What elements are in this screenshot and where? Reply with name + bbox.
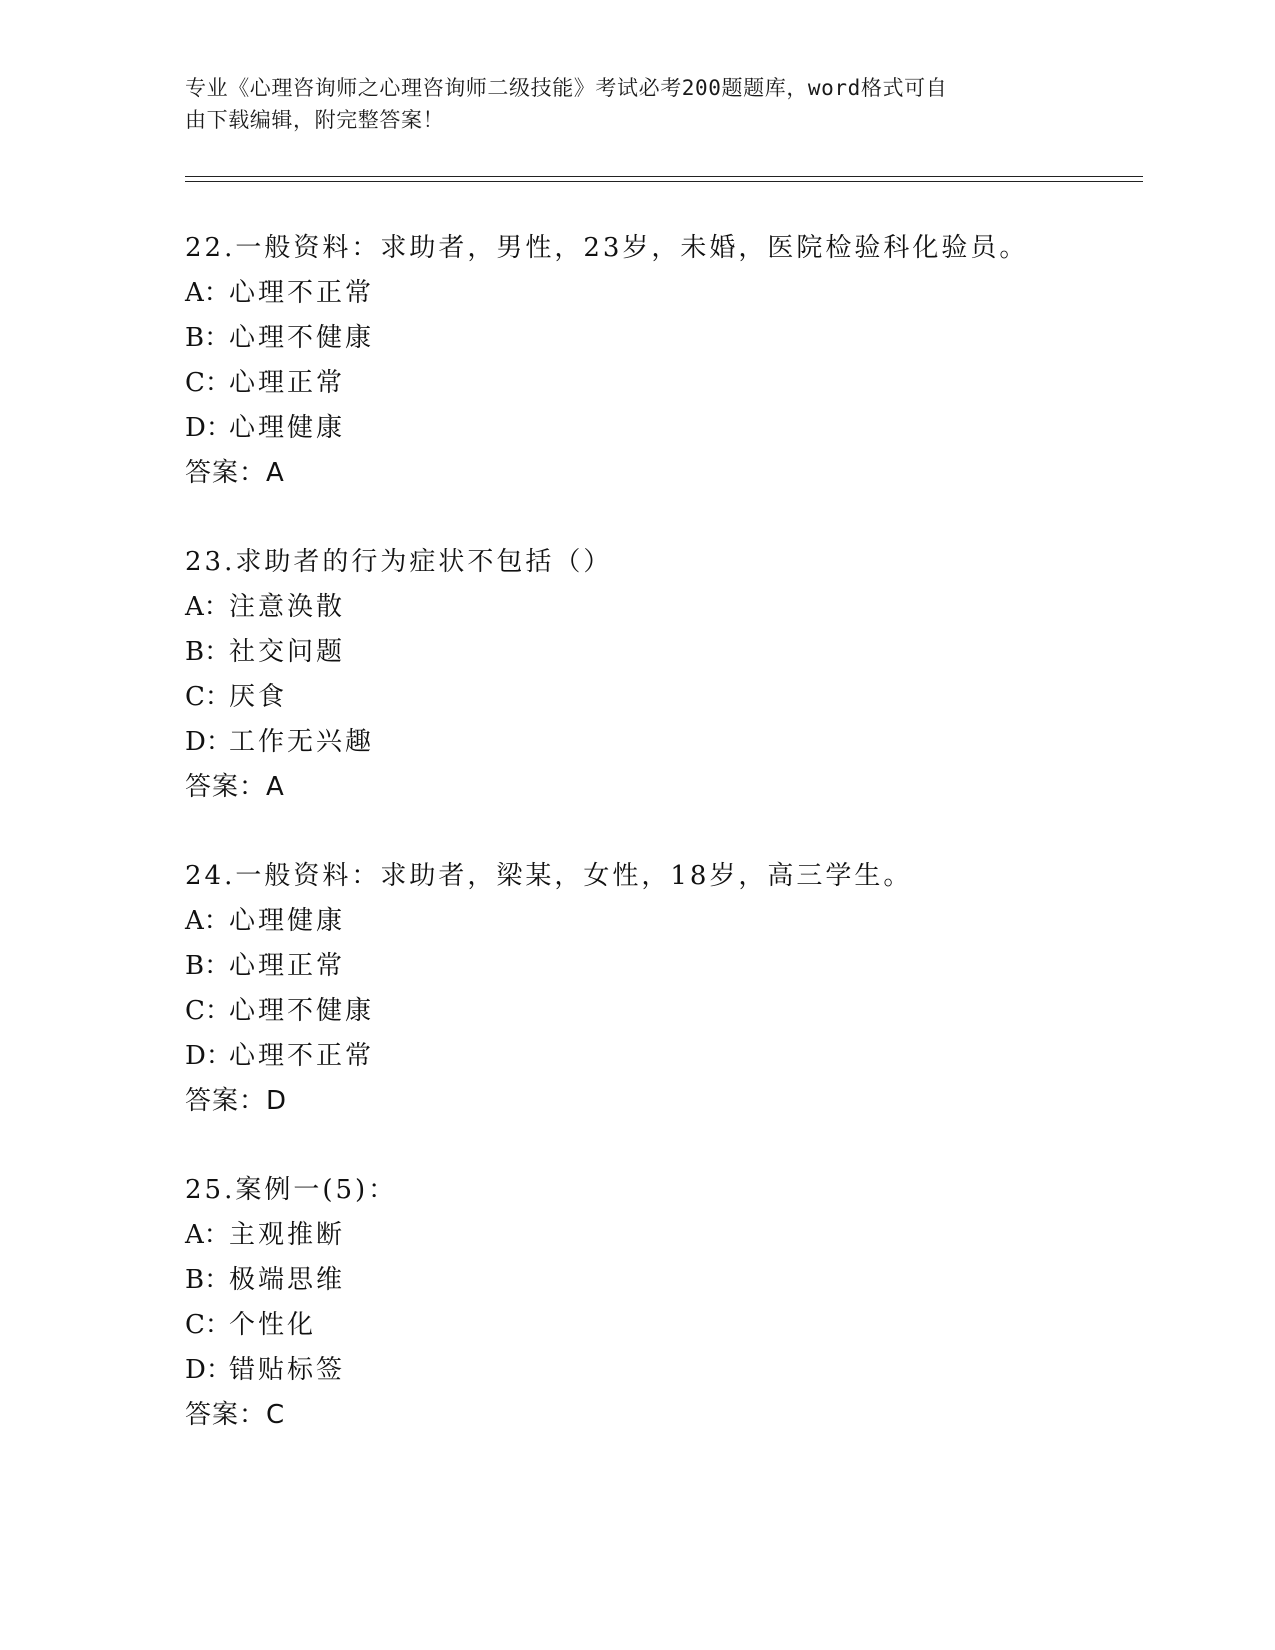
header-line-1: 专业《心理咨询师之心理咨询师二级技能》考试必考200题题库，word格式可自 <box>185 76 948 100</box>
option-d <box>185 406 1145 451</box>
option-key: D： <box>185 1355 232 1385</box>
option-key: C： <box>185 368 231 398</box>
option-a <box>185 899 1145 944</box>
option-b <box>185 1258 1145 1303</box>
header-divider-bottom <box>185 181 1143 182</box>
option-b <box>185 944 1145 989</box>
option-key: C： <box>185 996 231 1026</box>
option-text: 社交问题 <box>229 637 346 667</box>
option-d <box>185 1034 1145 1079</box>
option-b <box>185 630 1145 675</box>
document-header <box>185 72 1065 136</box>
option-key: D： <box>185 727 232 757</box>
option-text: 心理正常 <box>229 368 346 398</box>
option-text: 主观推断 <box>229 1220 346 1250</box>
header-divider-top <box>185 176 1143 177</box>
question-list <box>185 226 1145 1482</box>
answer-line: 答案：D <box>185 1086 288 1116</box>
question-stem: 25.案例一(5)： <box>185 1175 398 1205</box>
question-23 <box>185 540 1145 810</box>
option-key: D： <box>185 413 232 443</box>
option-key: C： <box>185 682 231 712</box>
option-text: 心理不健康 <box>229 996 375 1026</box>
question-25 <box>185 1168 1145 1438</box>
option-key: A： <box>185 906 230 936</box>
header-line-2: 由下载编辑，附完整答案！ <box>185 108 445 132</box>
option-a <box>185 585 1145 630</box>
question-stem: 24.一般资料：求助者，梁某，女性，18岁，高三学生。 <box>185 861 913 891</box>
option-text: 工作无兴趣 <box>229 727 375 757</box>
option-key: D： <box>185 1041 232 1071</box>
question-stem: 22.一般资料：求助者，男性，23岁，未婚，医院检验科化验员。 <box>185 233 1029 263</box>
option-c <box>185 675 1145 720</box>
option-b <box>185 316 1145 361</box>
option-text: 心理健康 <box>229 906 346 936</box>
option-key: B： <box>185 637 231 667</box>
answer-line: 答案：A <box>185 772 285 802</box>
option-text: 心理不正常 <box>229 278 375 308</box>
option-a <box>185 271 1145 316</box>
option-text: 心理正常 <box>229 951 346 981</box>
option-c <box>185 989 1145 1034</box>
option-text: 错贴标签 <box>229 1355 346 1385</box>
option-key: C： <box>185 1310 231 1340</box>
question-stem: 23.求助者的行为症状不包括（） <box>185 547 613 577</box>
option-text: 厌食 <box>229 682 288 712</box>
answer-line: 答案：C <box>185 1400 286 1430</box>
option-text: 注意涣散 <box>229 592 346 622</box>
question-22 <box>185 226 1145 496</box>
option-key: B： <box>185 1265 231 1295</box>
option-key: B： <box>185 323 231 353</box>
question-24 <box>185 854 1145 1124</box>
answer-line: 答案：A <box>185 458 285 488</box>
option-key: A： <box>185 278 230 308</box>
option-c <box>185 1303 1145 1348</box>
option-text: 心理健康 <box>229 413 346 443</box>
option-text: 心理不健康 <box>229 323 375 353</box>
option-text: 极端思维 <box>229 1265 346 1295</box>
option-key: A： <box>185 1220 230 1250</box>
option-key: B： <box>185 951 231 981</box>
option-c <box>185 361 1145 406</box>
option-key: A： <box>185 592 230 622</box>
option-d <box>185 720 1145 765</box>
option-d <box>185 1348 1145 1393</box>
option-text: 心理不正常 <box>229 1041 375 1071</box>
option-text: 个性化 <box>229 1310 317 1340</box>
option-a <box>185 1213 1145 1258</box>
